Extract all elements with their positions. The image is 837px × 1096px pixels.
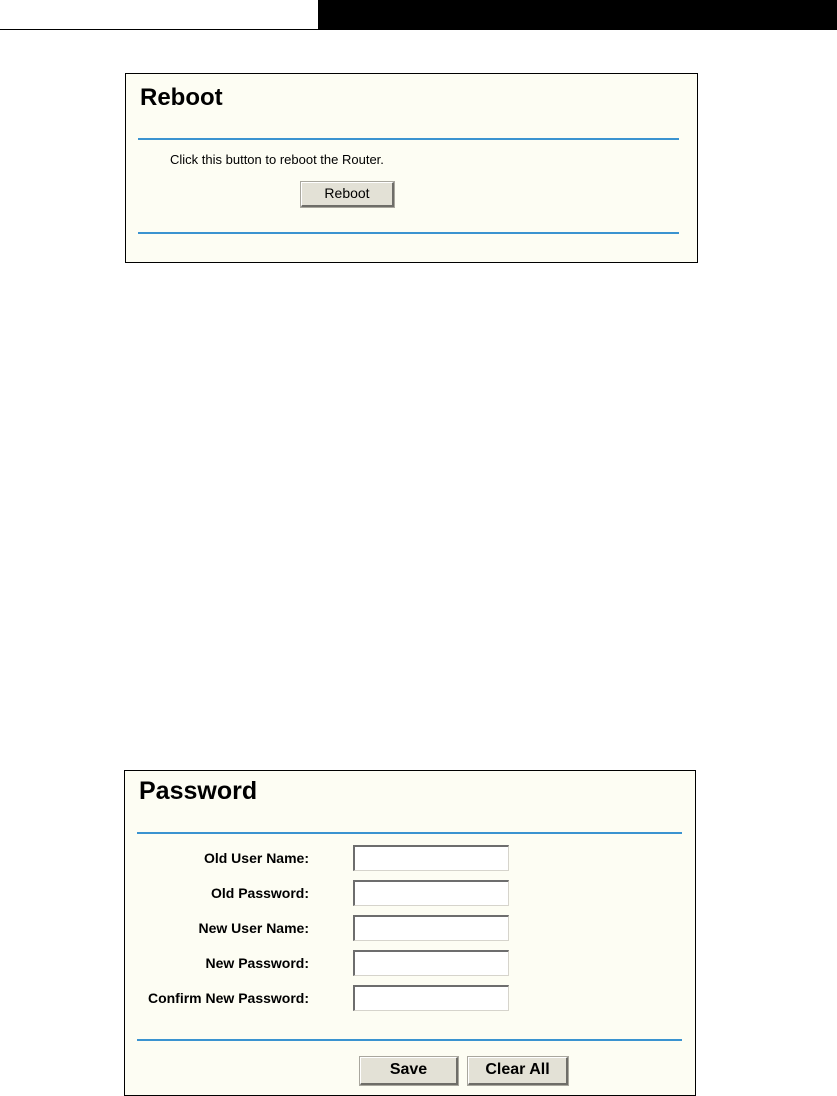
new-user-name-input[interactable]: [353, 915, 509, 941]
password-panel-title: Password: [139, 777, 258, 805]
new-password-input[interactable]: [353, 950, 509, 976]
old-user-name-label: Old User Name:: [203, 850, 309, 866]
page-header-bar: [318, 0, 837, 29]
reboot-panel-title: Reboot: [140, 84, 223, 111]
save-button[interactable]: Save: [360, 1057, 458, 1085]
confirm-new-password-input[interactable]: [353, 985, 509, 1011]
password-panel: [124, 770, 696, 1096]
password-bottom-rule: [137, 1039, 682, 1041]
reboot-button[interactable]: Reboot: [301, 182, 394, 207]
old-password-input[interactable]: [353, 880, 509, 906]
confirm-new-password-label: Confirm New Password:: [147, 990, 309, 1006]
reboot-top-rule: [138, 138, 679, 140]
password-top-rule: [137, 832, 682, 834]
new-password-label: New Password:: [205, 955, 309, 971]
reboot-panel: [125, 73, 698, 263]
reboot-description: Click this button to reboot the Router.: [170, 152, 384, 167]
header-divider: [0, 29, 837, 30]
new-user-name-label: New User Name:: [198, 920, 309, 936]
reboot-bottom-rule: [138, 232, 679, 234]
old-password-label: Old Password:: [210, 885, 309, 901]
clear-all-button[interactable]: Clear All: [468, 1057, 568, 1085]
old-user-name-input[interactable]: [353, 845, 509, 871]
